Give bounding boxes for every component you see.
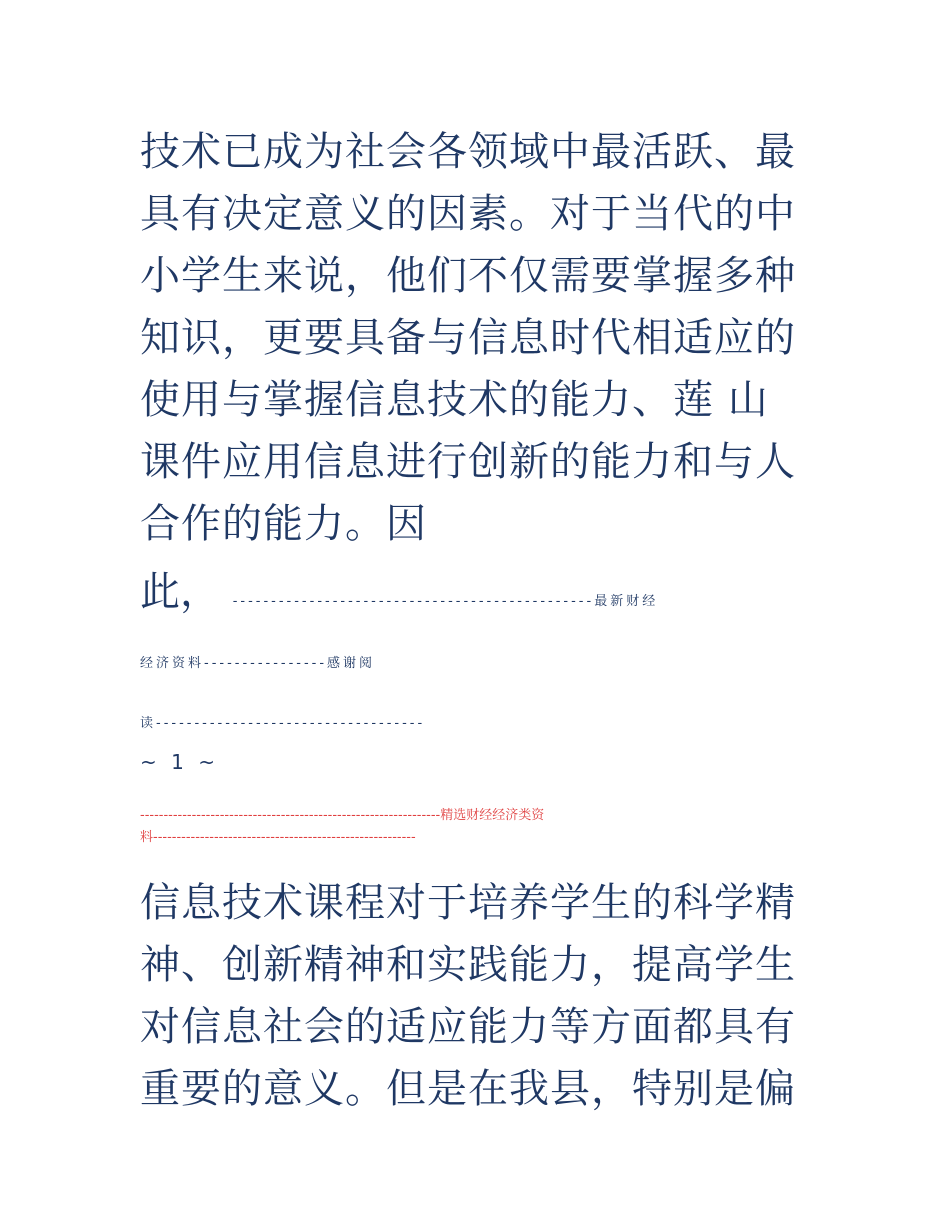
paragraph-tail [140, 560, 658, 617]
text-line: 技术已成为社会各领域中最活跃、最 [140, 129, 796, 175]
red-note-line2: 料-------------------------------------------------------- [140, 830, 416, 845]
text-line: 小学生来说，他们不仅需要掌握多种 [140, 253, 796, 299]
text-line: 信息技术课程对于培养学生的科学精 [140, 880, 796, 926]
text-line: 具有决定意义的因素。对于当代的中 [140, 191, 796, 237]
text-line: 课件应用信息进行创新的能力和与人 [140, 439, 796, 485]
paragraph-bottom [140, 872, 796, 1120]
footer-note-line1: -----------------------------------------------最新财经 [232, 594, 659, 609]
text-line: 神、创新精神和实践能力，提高学生 [140, 942, 796, 988]
footer-note-line3: 读----------------------------------- [140, 716, 426, 731]
text-line: 知识，更要具备与信息时代相适应的 [140, 315, 796, 361]
footer-note-line2: 经济资料----------------感谢阅 [140, 656, 376, 671]
text-line: 重要的意义。但是在我县，特别是偏 [140, 1066, 796, 1112]
tail-word: 此， [140, 569, 220, 615]
text-line: 对信息社会的适应能力等方面都具有 [140, 1004, 796, 1050]
page-number: ~ 1 ~ [140, 750, 219, 774]
text-line: 使用与掌握信息技术的能力、莲 山 [140, 377, 769, 423]
text-line: 合作的能力。因 [140, 501, 427, 547]
red-note-line1: ----------------------------------------------------------------精选财经经济类资 [140, 808, 545, 823]
paragraph-top [140, 121, 796, 555]
